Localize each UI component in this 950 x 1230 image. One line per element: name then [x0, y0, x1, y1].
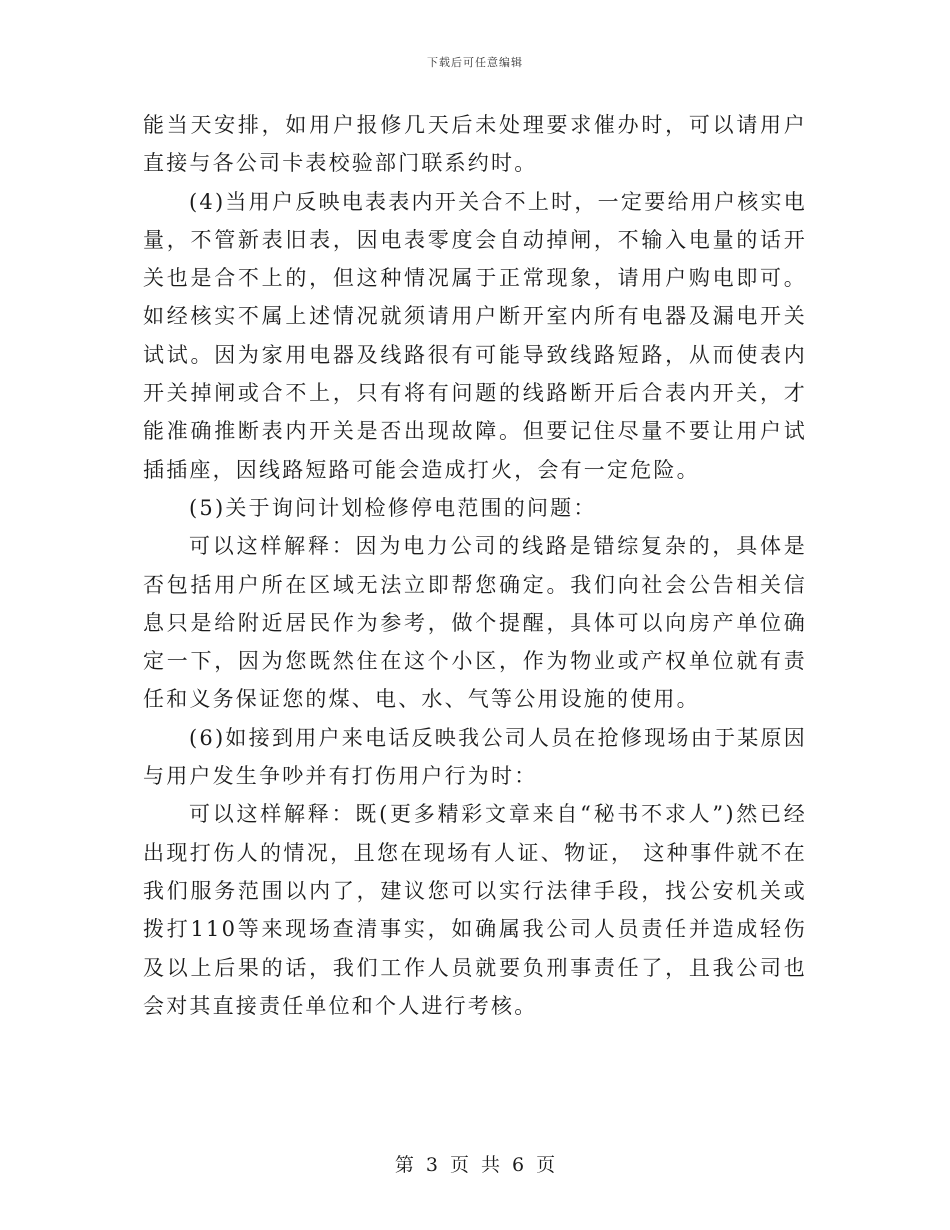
paragraph-item-4: (4)当用户反映电表表内开关合不上时，一定要给用户核实电量，不管新表旧表，因电表零度会自动掉闸，不输入电量的话开关也是合不上的，但这种情况属于正常现象，请用户购电即可。如经核实不属上述情况就须请用户断开室内所有电器及漏电开关试试。因为家用电器及线路很有可能导致线路短路，从而使表内开关掉闸或合不上，只有将有问题的线路断开后合表内开关，才能准确推断表内开关是否出现故障。但要记住尽量不要让用户试插插座，因线路短路可能会造成打火，会有一定危险。: [143, 189, 807, 482]
page-number-footer: 第 3 页 共 6 页: [394, 1154, 556, 1176]
paragraph-item-6-answer: 可以这样解释：既(更多精彩文章来自“秘书不求人”)然已经出现打伤人的情况，且您在现场有人证、物证， 这种事件就不在我们服务范围以内了，建议您可以实行法律手段，找公安机关或拨打110等来现场查清事实，如确属我公司人员责任并造成轻伤及以上后果的话，我们工作人员就要负刑事责任了，且我公司也会对其直接责任单位和个人进行考核。: [143, 802, 807, 1018]
paragraph-item-5-heading: (5)关于询问计划检修停电范围的问题：: [189, 495, 597, 520]
paragraph-item-6-heading: (6)如接到用户来电话反映我公司人员在抢修现场由于某原因与用户发生争吵并有打伤用户行为时：: [143, 725, 807, 789]
document-body: [143, 106, 807, 1025]
paragraph-item-5-answer: 可以这样解释：因为电力公司的线路是错综复杂的，具体是否包括用户所在区域无法立即帮您确定。我们向社会公告相关信息只是给附近居民作为参考，做个提醒，具体可以向房产单位确定一下，因为您既然住在这个小区，作为物业或产权单位就有责任和义务保证您的煤、电、水、气等公用设施的使用。: [143, 534, 807, 712]
paragraph-continuation: 能当天安排，如用户报修几天后未处理要求催办时，可以请用户直接与各公司卡表校验部门联系约时。: [143, 113, 807, 176]
page-header: 下载后可任意编辑: [427, 56, 523, 69]
